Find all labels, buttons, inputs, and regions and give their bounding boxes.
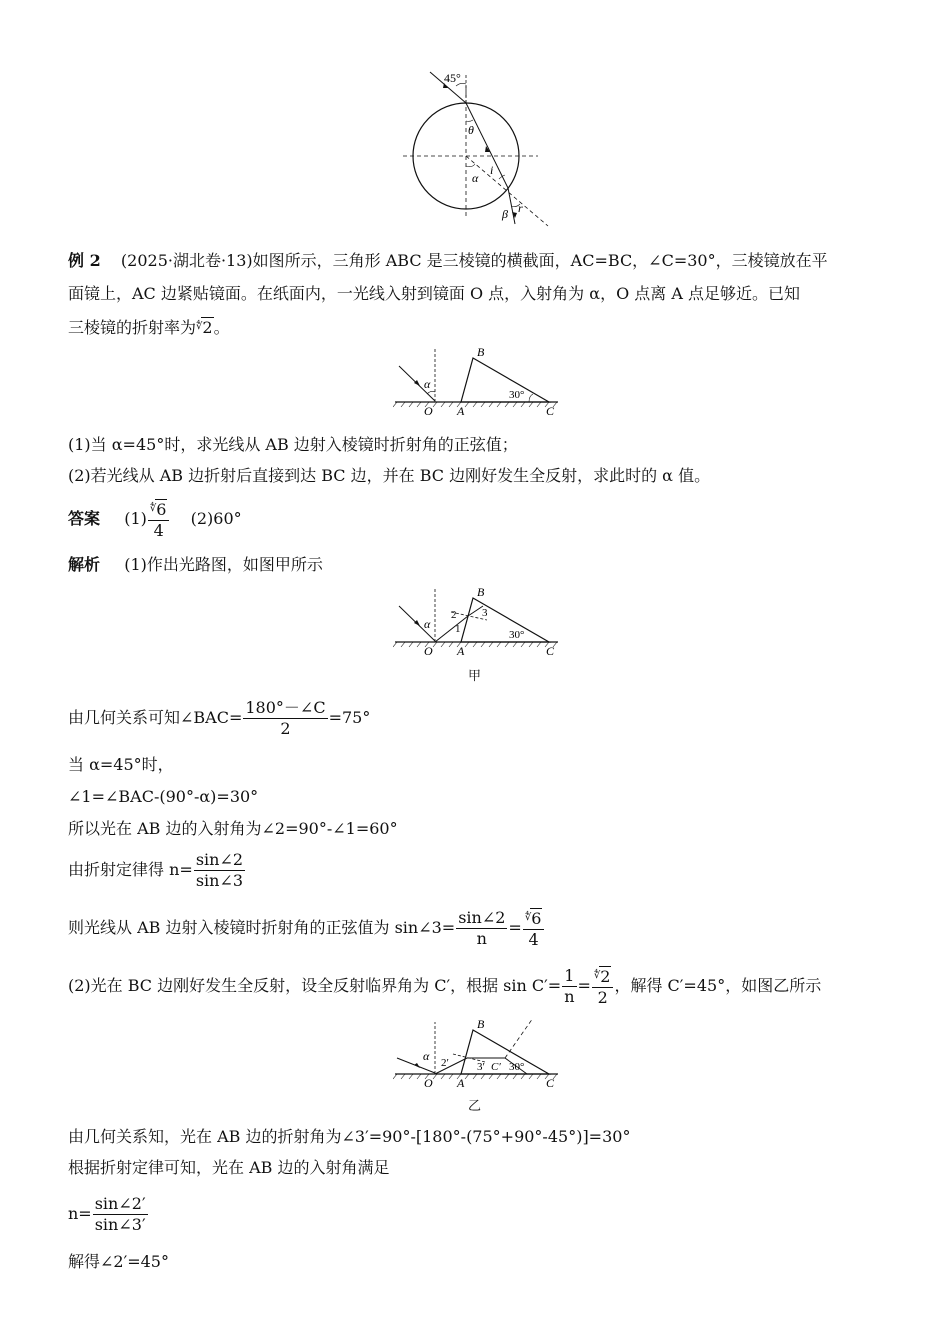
analysis-line-3: ∠1=∠BAC-(90°-α)=30° <box>68 787 259 806</box>
figure-jia <box>393 586 563 660</box>
label-30: 30° <box>509 629 525 641</box>
caption-yi: 乙 <box>468 1099 482 1114</box>
example-line1-text: 如图所示，三角形 ABC 是三棱镜的横截面，AC=BC，∠C=30°，三棱镜放在平 <box>252 251 828 270</box>
label-beta: β <box>502 207 508 221</box>
analysis-line-1: 由几何关系可知∠BAC= $\frac{180^\circ-\angle C}{2}$ =75° <box>68 698 371 738</box>
analysis-line-6: 则光线从 AB 边射入棱镜时折射角的正弦值为 sin∠3= $\frac{\sin\angle 2}{n}$ = $\frac{^∜6}{4}$ <box>68 904 545 952</box>
label-B: B <box>477 1017 485 1031</box>
example-line-3: 三棱镜的折射率为∜2。 <box>68 318 230 337</box>
example-line-1 <box>68 250 828 272</box>
sqrt-2: ∜2 <box>196 318 213 337</box>
example-source: (2025·湖北卷·13) <box>120 251 253 270</box>
example-line-2: 面镜上，AC 边紧贴镜面。在纸面内，一光线入射到镜面 O 点，入射角为 α，O 点离 A 点足够近。已知 <box>68 284 800 303</box>
analysis-line-7: (2)光在 BC 边刚好发生全反射，设全反射临界角为 C′，根据 sin C′= $\frac{1}{n}$ = $\frac{^∜2}{2}$ ，解得 C′=45°，如图乙所示 <box>68 966 822 1007</box>
label-alpha: α <box>424 617 431 631</box>
analysis-label: 解析 <box>68 555 101 574</box>
analysis-line-5: 由折射定律得 n= $\frac{\sin\angle 2}{\sin\angle 3}$ <box>68 850 244 890</box>
analysis-line-11: 解得∠2′=45° <box>68 1252 169 1271</box>
label-3: 3 <box>482 607 488 619</box>
label-B: B <box>477 346 485 359</box>
label-C: C <box>546 404 555 418</box>
analysis-line-4: 所以光在 AB 边的入射角为∠2=90°-∠1=60° <box>68 819 398 838</box>
prism-abc <box>461 358 549 402</box>
example-tag: 例 2 <box>68 251 101 270</box>
analysis-line-10: n= $\frac{\sin\angle 2'}{\sin\angle 3'}$ <box>68 1194 146 1234</box>
label-45: 45° <box>444 71 461 85</box>
mirror-hatching <box>393 402 557 407</box>
label-alpha: α <box>472 171 479 185</box>
caption-jia: 甲 <box>468 669 482 684</box>
label-A: A <box>457 644 465 658</box>
analysis-line-2: 当 α=45°时， <box>68 755 174 774</box>
label-O: O <box>424 1076 433 1090</box>
label-A: A <box>457 1076 465 1090</box>
question-1: (1)当 α=45°时，求光线从 AB 边射入棱镜时折射角的正弦值； <box>68 435 518 454</box>
label-30: 30° <box>509 1061 525 1073</box>
answer-line: 答案 (1) $\frac{^∜6}{4}$ (2)60° <box>68 499 242 540</box>
label-O: O <box>424 404 433 418</box>
analysis-line-8: 由几何关系知，光在 AB 边的折射角为∠3′=90°-[180°-(75°+90°-45°)]=30° <box>68 1127 631 1146</box>
label-r: r <box>518 201 523 215</box>
label-C: C <box>546 644 555 658</box>
figure-circle-refraction <box>398 66 558 228</box>
label-O: O <box>424 644 433 658</box>
label-alpha: α <box>423 1049 430 1063</box>
label-i: i <box>490 163 494 177</box>
label-alpha: α <box>424 377 431 391</box>
label-Cp: C′ <box>491 1061 501 1073</box>
label-C: C <box>546 1076 555 1090</box>
figure-prism <box>393 346 563 420</box>
figure-yi <box>393 1014 563 1092</box>
label-theta: θ <box>468 123 474 137</box>
analysis-line-9: 根据折射定律可知，光在 AB 边的入射角满足 <box>68 1158 390 1177</box>
label-2p: 2′ <box>441 1057 449 1069</box>
analysis-intro: 解析 (1)作出光路图，如图甲所示 <box>68 555 323 574</box>
answer-label: 答案 <box>68 509 101 528</box>
label-A: A <box>457 404 465 418</box>
label-B: B <box>477 586 485 599</box>
label-3p: 3′ <box>477 1061 485 1073</box>
answer-fraction: $\frac{^∜6}{4}$ <box>148 499 170 541</box>
label-1: 1 <box>455 623 461 635</box>
question-2: (2)若光线从 AB 边折射后直接到达 BC 边，并在 BC 边刚好发生全反射，求此时的 α 值。 <box>68 466 711 485</box>
label-2: 2 <box>451 609 457 621</box>
label-30: 30° <box>509 389 525 401</box>
